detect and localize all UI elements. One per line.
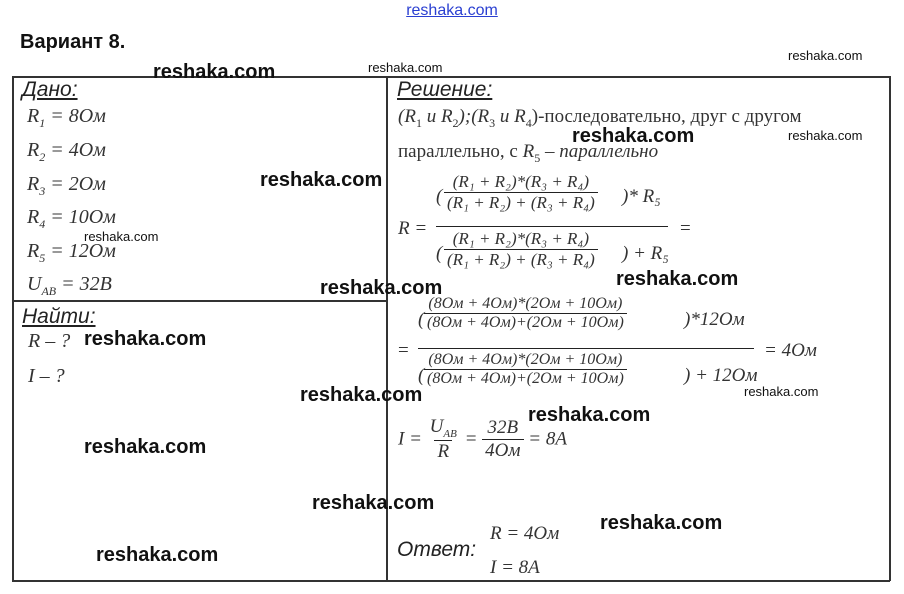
- watermark: reshaka.com: [300, 384, 423, 406]
- table-divider-horizontal: [12, 300, 387, 302]
- watermark: reshaka.com: [600, 512, 723, 534]
- table-border-left: [12, 76, 14, 581]
- watermark: reshaka.com: [616, 268, 739, 290]
- numeric-numerator: ( (8Ом + 4Ом)*(2Ом + 10Ом) (8Ом + 4Ом)+(2Ом + 10Ом) )*12Ом: [418, 295, 745, 331]
- watermark: reshaka.com: [84, 328, 207, 350]
- watermark: reshaka.com: [368, 60, 443, 75]
- numeric-result: = 4Ом: [764, 340, 817, 361]
- numeric-main-fraction: [418, 295, 758, 403]
- table-border-bottom: [12, 580, 890, 582]
- answer-r: R = 4Ом: [490, 523, 560, 544]
- solution-line-2: параллельно, с $R_5$ – параллельно: [398, 141, 659, 165]
- watermark: reshaka.com: [96, 544, 219, 566]
- formula-main-fraction: [436, 172, 676, 281]
- given-r4: $R_4 = 10Ом$: [27, 206, 116, 231]
- watermark: reshaka.com: [528, 404, 651, 426]
- watermark: reshaka.com: [788, 128, 863, 143]
- find-i: I – ?: [28, 365, 65, 387]
- given-r1: $R_1 = 8Ом$: [27, 105, 106, 130]
- given-r3: $R_3 = 2Ом$: [27, 173, 106, 198]
- watermark: reshaka.com: [84, 436, 207, 458]
- watermark: reshaka.com: [312, 492, 435, 514]
- find-heading: Найти:: [22, 305, 96, 328]
- watermark: reshaka.com: [572, 125, 695, 147]
- formula-lhs: R =: [398, 218, 428, 239]
- variant-title: Вариант 8.: [20, 31, 126, 53]
- solution-heading: Решение:: [397, 78, 493, 101]
- given-r5: $R_5 = 12Ом$: [27, 240, 116, 265]
- table-border-right: [889, 76, 891, 581]
- given-uab: $U_{AB} = 32B$: [27, 273, 112, 298]
- answer-label: Ответ:: [397, 538, 477, 561]
- watermark: reshaka.com: [153, 61, 276, 83]
- watermark: reshaka.com: [84, 229, 159, 244]
- given-heading: Дано:: [22, 78, 78, 101]
- find-r: R – ?: [28, 330, 71, 352]
- formula-equals: =: [680, 218, 691, 239]
- site-link[interactable]: reshaka.com: [406, 2, 498, 19]
- watermark: reshaka.com: [260, 169, 383, 191]
- solution-line-1: ($R_1$ и $R_2);(R_3$ и $R_4$)-последовательно, друг с другом: [398, 106, 802, 130]
- numeric-equals: =: [398, 340, 409, 361]
- watermark: reshaka.com: [788, 48, 863, 63]
- numeric-denominator: ( (8Ом + 4Ом)*(2Ом + 10Ом) (8Ом + 4Ом)+(2Ом + 10Ом) ) + 12Ом: [418, 351, 758, 387]
- watermark: reshaka.com: [320, 277, 443, 299]
- watermark: reshaka.com: [744, 384, 819, 399]
- answer-i: I = 8A: [490, 557, 540, 578]
- formula-denominator: ( $\frac{\text{(R₁ + R₂)*(R₃ + R₄)}}{\text{(R₁ + R₂) + (R₃ + R₄)}}$ ) + R₅: [436, 229, 669, 269]
- current-formula: I = $\frac{U_{AB}}{R}$ = $\frac{32B}{4Ом}$ = 8A: [398, 416, 567, 462]
- formula-numerator: ( $\frac{\text{(R₁ + R₂)*(R₃ + R₄)}}{\text{(R₁ + R₂) + (R₃ + R₄)}}$ )* R₅: [436, 172, 661, 212]
- given-r2: $R_2 = 4Ом$: [27, 139, 106, 164]
